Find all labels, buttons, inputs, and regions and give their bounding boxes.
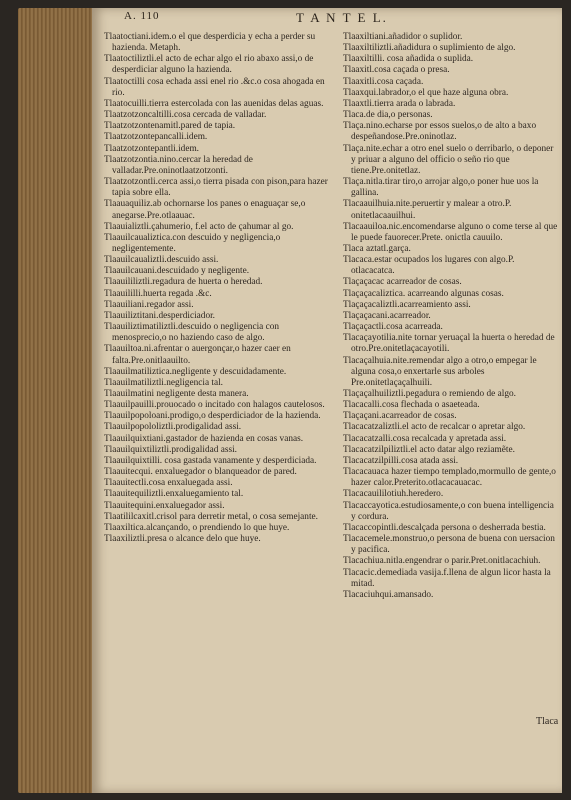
dictionary-entry: Tlaauiliztimatiliztli.descuido o negligencia con menosprecio,o no haziendo caso de algo. [104,322,280,344]
dictionary-entry: Tlaatzotzontepancalli.idem. [104,132,208,143]
dictionary-entry: Tlaauilquixtiani.gastador de hazienda en cosas vanas. [104,433,304,444]
book-page-edges [18,8,96,793]
dictionary-entry: Tlaatoctiani.idem.o el que desperdicia y echa a perder su hazienda. Metaph. [104,32,316,54]
right-column [343,32,558,601]
dictionary-entry: Tlaauilpopololiztli.prodigalidad assi. [104,422,242,433]
dictionary-entry: Tlacacauililotiuh.heredero. [343,489,444,500]
dictionary-entry: Tlaauililli.huerta regada .&c. [104,288,212,299]
dictionary-entry: Tlaauilpopoloani.prodigo,o desperdiciador de la hazienda. [104,411,321,422]
dictionary-entry: Tlaaxqui.labrador,o el que haze alguna obra. [343,87,509,98]
dictionary-entry: Tlaaxiltiani.añadidor o suplidor. [343,32,463,42]
dictionary-entry: Tlaauilcauani.descuidado y negligente. [104,266,250,277]
dictionary-entry: Tlaça.nitla.tirar tiro,o arrojar algo,o poner hue uos la gallina. [343,177,539,199]
dictionary-entry: Tlacacatzilpiliztli.el acto datar algo reziamẽte. [343,444,515,455]
dictionary-entry: Tlacaçalhuia.nite.remendar algo a otro,o empegar le alguna cosa,o enxertarle sus arboles Pre.onitetlaçaçalhuili. [343,355,537,388]
dictionary-entry: Tlaauaquiliz.ab ochornarse los panes o enaguaçar se,o anegarse.Pre.otlaauac. [104,199,306,221]
dictionary-entry: Tlacacic.demediada vasija.f.llena de algun licor hasta la mitad. [343,567,551,589]
dictionary-entry: Tlaça.nite.echar a otro enel suelo o derribarlo, o deponer y priuar a alguno del officio o seño rio que tiene.Pre.onitetlaz. [343,143,554,176]
dictionary-entry: Tlacachiua.nitla.engendrar o parir.Pret.onitlacachiuh. [343,556,541,567]
dictionary-entry: Tlaçaçacaliztica. acarreando algunas cosas. [343,288,504,299]
dictionary-entry: Tlacaauiloa.nic.encomendarse alguno o come terse al que le puede fauorecer.Prete. onictla cauuilo. [343,221,558,243]
dictionary-entry: Tlacacatzalli.cosa recalcada y apretada assi. [343,433,507,444]
dictionary-entry: Tlaatzotzoncaltilli.cosa cercada de valladar. [104,110,267,121]
dictionary-entry: Tlaauiliztitani.desperdiciador. [104,310,216,321]
dictionary-entry: Tlaauilcaualiztica.con descuido y negligencia,o negligentemente. [104,232,281,254]
dictionary-entry: Tlaaxiltica.alcançando, o prendiendo lo que huye. [104,522,290,533]
running-head [100,10,460,26]
dictionary-entry: Tlaca aztatl.garça. [343,243,411,254]
dictionary-entry: Tlacaçayotilia.nite tornar yeruaçal la huerta o heredad de otro.Pre.onitetlaçacayotili. [343,333,555,355]
dictionary-entry: Tlaça.nino.echarse por essos suelos,o de alto a baxo despeñandose.Pre.oninotlaz. [343,121,537,143]
dictionary-entry: Tlacaccayotica.estudiosamente,o con buena intelligencia y cordura. [343,500,554,522]
dictionary-entry: Tlaatzotzontli.cerca assi,o tierra pisada con pison,para hazer tapia sobre ella. [104,177,328,199]
dictionary-entry: Tlaatoctilli cosa echada assi enel rio .&c.o cosa ahogada en rio. [104,76,325,98]
dictionary-entry: Tlaatocuilli.tierra estercolada con las auenidas delas aguas. [104,98,324,109]
dictionary-entry: Tlaca.de dia,o personas. [343,110,433,121]
dictionary-entry: Tlacacatzaliztli.el acto de recalcar o apretar algo. [343,422,526,433]
dictionary-entry: Tlaauilquixtilli. cosa gastada vanamente y desperdiciada. [104,455,317,466]
dictionary-entry: Tlacaca.estar ocupados los lugares con algo.P. otlacacatca. [343,255,515,277]
folio-number: A. 110 [124,10,160,22]
dictionary-entry: Tlaçaçacaliztli.acarreamiento assi. [343,299,471,310]
dictionary-entry: Tlaatililcaxitl.crisol para derretir metal, o cosa semejante. [104,511,318,522]
dictionary-entry: Tlaaxitli.cosa caçada. [343,76,424,87]
dictionary-entry: Tlaatoctiliztli.el acto de echar algo el rio abaxo assi,o de desperdiciar alguno la hazienda. [104,54,314,76]
dictionary-entry: Tlaaxiltilli. cosa añadida o suplida. [343,54,474,65]
dictionary-entry: Tlaaxiltiliztli.añadidura o suplimiento de algo. [343,43,516,54]
dictionary-entry: Tlaatzotzontia.nino.cercar la heredad de valladar.Pre.oninotlaatzotzonti. [104,154,253,176]
dictionary-entry: Tlaçaçacani.acarreador. [343,310,431,321]
dictionary-entry: Tlaauilcaualiztli.descuido assi. [104,255,219,266]
dictionary-entry: Tlaauilquixtiliztli.prodigalidad assi. [104,444,237,455]
dictionary-entry: Tlacacatzilpilli.cosa atada assi. [343,455,459,466]
dictionary-entry: Tlacaciuhqui.amansado. [343,589,434,600]
dictionary-entry: Tlaçaçani.acarreador de cosas. [343,411,457,422]
dictionary-entry: Tlaçaçactli.cosa acarreada. [343,322,443,333]
dictionary-entry: Tlaauitequini.enxaluegador assi. [104,500,225,511]
dictionary-entry: Tlaauiliani.regador assi. [104,299,194,310]
dictionary-entry: Tlaauitequiliztli.enxaluegamiento tal. [104,489,244,500]
dictionary-entry: Tlaaxitl.cosa caçada o presa. [343,65,450,76]
catchword: Tlaca [536,716,559,727]
dictionary-entry: Tlaauilpauilli.prouocado o incitado con halagos cautelosos. [104,400,325,411]
dictionary-entry: Tlaatzotzontepantli.idem. [104,143,199,154]
dictionary-entry: Tlaauilmatiliztli.negligencia tal. [104,377,224,388]
running-title: T A N T E L. [296,10,388,25]
dictionary-entry: Tlaauitectli.cosa enxaluegada assi. [104,478,233,489]
dictionary-entry: Tlaauililiztli.regadura de huerta o heredad. [104,277,263,288]
dictionary-entry: Tlaatzotzontenamitl.pared de tapia. [104,121,236,132]
left-column [104,32,334,545]
dictionary-entry: Tlacacalli.cosa flechada o asaeteada. [343,400,480,411]
dictionary-entry: Tlaaxtli.tierra arada o labrada. [343,98,456,109]
dictionary-entry: Tlacacauaca hazer tiempo templado,mormullo de gente,o hazer calor.Preterito.otlacacauacac. [343,467,556,489]
dictionary-entry: Tlaauilmatiliztica.negligente y descuidadamente. [104,366,287,377]
dictionary-entry: Tlaaxiliztli.presa o alcance delo que huye. [104,534,261,545]
dictionary-entry: Tlaçaçacac acarreador de cosas. [343,277,462,288]
dictionary-entry: Tlacacemele.monstruo,o persona de buena con uersacion y pacifica. [343,534,555,556]
dictionary-entry: Tlacaccopintli.descalçada persona o desherrada bestia. [343,522,546,533]
dictionary-entry: Tlaauitecqui. enxaluegador o blanqueador de pared. [104,467,297,478]
dictionary-entry: Tlacaauilhuia.nite.peruertir y malear a otro.P. onitetlacaauilhui. [343,199,512,221]
dictionary-entry: Tlaçaçalhuiliztli.pegadura o remiendo de algo. [343,389,516,399]
dictionary-entry: Tlaauilmatini negligente desta manera. [104,389,249,399]
dictionary-entry: Tlaauiltoa.ni.afrentar o auergonçar,o hazer caer en falta.Pre.onitlaauilto. [104,344,291,366]
dictionary-entry: Tlaauializtli.çahumerio, f.el acto de çahumar al go. [104,221,294,232]
